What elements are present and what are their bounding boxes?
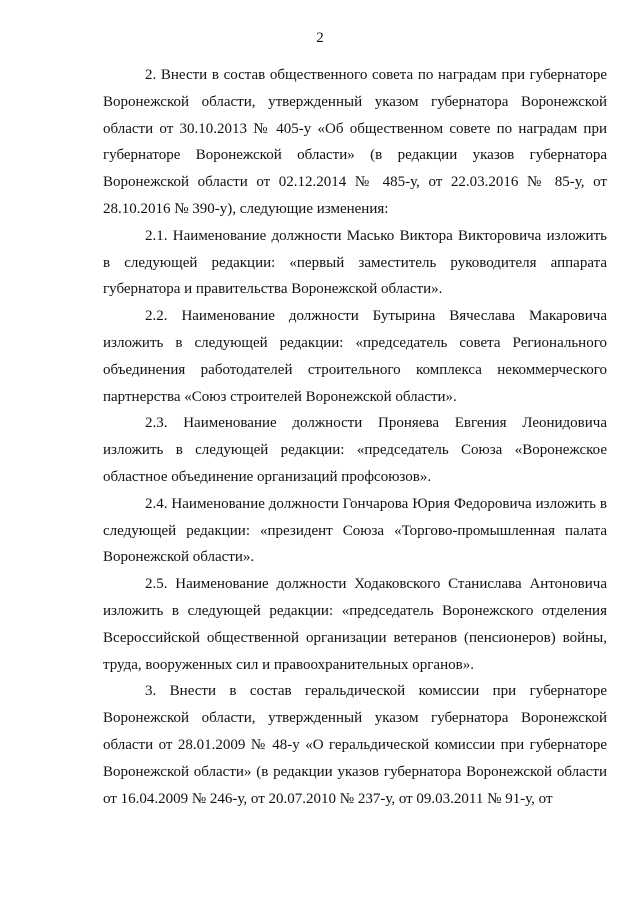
paragraph-2-4: 2.4. Наименование должности Гончарова Юрия Федоровича изложить в следующей редакции: «президент Союза «Торгово-промышленная палата Воронежской области». bbox=[103, 495, 607, 566]
paragraph-2-3: 2.3. Наименование должности Проняева Евгения Леонидовича изложить в следующей редакции: «председатель Союза «Воронежское областное объединение организаций профсоюзов». bbox=[103, 415, 607, 485]
paragraph-2-2: 2.2. Наименование должности Бутырина Вячеслава Макаровича изложить в следующей редакции: «председатель совета Регионального объединения работодателей строительного комплекса некоммерческого партнерства «Союз строителей Воронежской области». bbox=[103, 308, 607, 405]
page-number: 2 bbox=[316, 30, 324, 46]
document-body bbox=[103, 62, 607, 812]
paragraph-3: 3. Внести в состав геральдической комиссии при губернаторе Воронежской области, утвержденный указом губернатора Воронежской области от 28.01.2009 № 48-у «О геральдической комиссии при губернаторе Воронежской области» (в редакции указов губернатора Воронежской области от 16.04.2009 № 246-у, от 20.07.2010 № 237-у, от 09.03.2011 № 91-у, от bbox=[103, 683, 607, 807]
paragraph-2-1: 2.1. Наименование должности Масько Виктора Викторовича изложить в следующей редакции: «первый заместитель руководителя аппарата губернатора и правительства Воронежской области». bbox=[103, 227, 607, 298]
paragraph-2: 2. Внести в состав общественного совета по наградам при губернаторе Воронежской области, утвержденный указом губернатора Воронежской области от 30.10.2013 № 405-у «Об общественном совете по наградам при губернаторе Воронежской области» (в редакции указов губернатора Воронежской области от 02.12.2014 № 485-у, от 22.03.2016 № 85-у, от 28.10.2016 № 390-у), следующие изменения: bbox=[103, 67, 607, 217]
paragraph-2-5: 2.5. Наименование должности Ходаковского Станислава Антоновича изложить в следующей редакции: «председатель Воронежского отделения Всероссийской общественной организации ветеранов (пенсионеров) войны, труда, вооруженных сил и правоохранительных органов». bbox=[103, 576, 607, 673]
